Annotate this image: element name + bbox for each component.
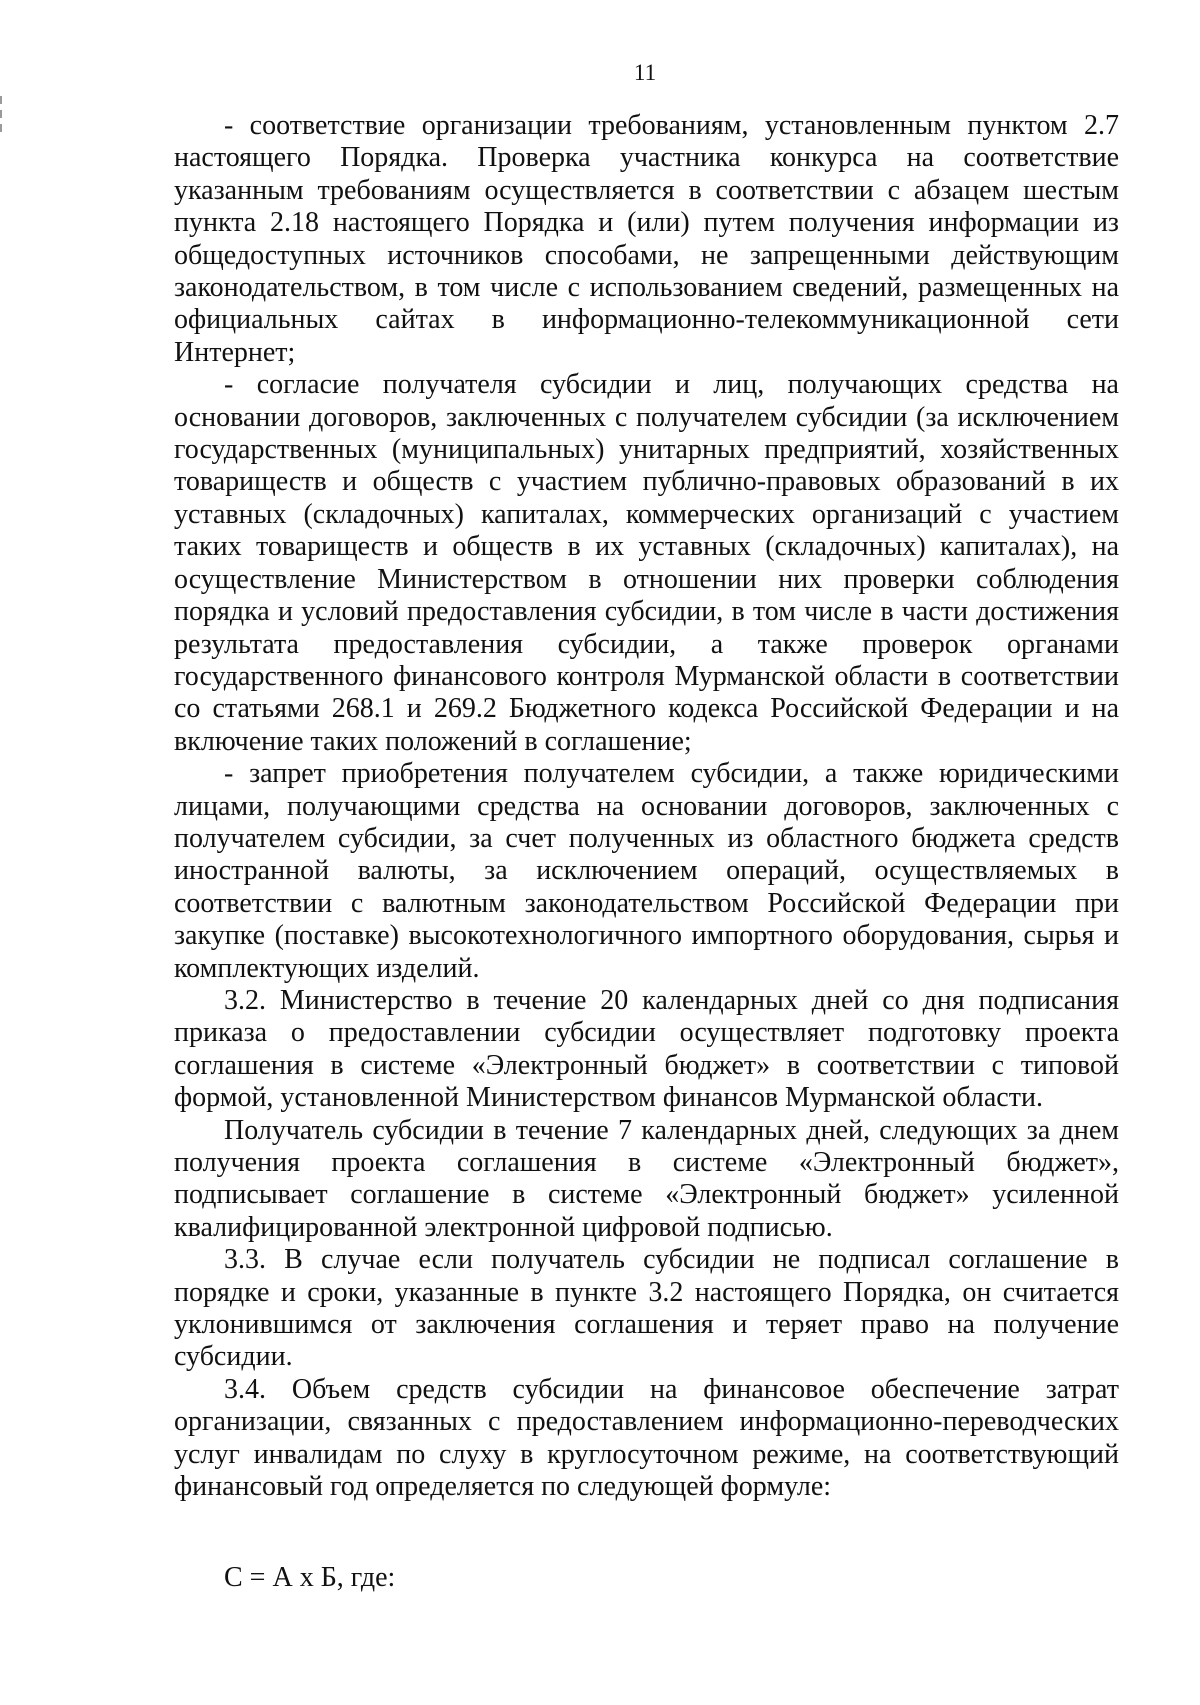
scan-margin-mark	[0, 110, 2, 118]
scan-margin-mark	[0, 124, 2, 132]
paragraph-currency-ban: - запрет приобретения получателем субсидии, а также юридическими лицами, получающими средства на основании договоров, заключенных с получателем субсидии, за счет полученных из областного бюджета средств иностранной валюты, за исключением операций, осуществляемых в соответствии с валютным законодательством Российской Федерации при закупке (поставке) высокотехнологичного импортного оборудования, сырья и комплектующих изделий.	[174, 758, 1119, 984]
page-number: 11	[633, 60, 657, 85]
document-body	[174, 110, 1119, 1503]
paragraph-organization-requirements: - соответствие организации требованиям, установленным пунктом 2.7 настоящего Порядка. Проверка участника конкурса на соответствие указанным требованиям осуществляется в соответствии с абзацем шестым пункта 2.18 настоящего Порядка и (или) путем получения информации из общедоступных источников способами, не запрещенными действующим законодательством, в том числе с использованием сведений, размещенных на официальных сайтах в информационно-телекоммуникационной сети Интернет;	[174, 110, 1119, 368]
paragraph-recipient-consent: - согласие получателя субсидии и лиц, получающих средства на основании договоров, заключенных с получателем субсидии (за исключением государственных (муниципальных) унитарных предприятий, хозяйственных товариществ и обществ с участием публично-правовых образований в их уставных (складочных) капиталах, коммерческих организаций с участием таких товариществ и обществ в их уставных (складочных) капиталах), на осуществление Министерством в отношении них проверки соблюдения порядка и условий предоставления субсидии, в том числе в части достижения результата предоставления субсидии, а также проверок органами государственного финансового контроля Мурманской области в соответствии со статьями 268.1 и 269.2 Бюджетного кодекса Российской Федерации и на включение таких положений в соглашение;	[174, 369, 1119, 757]
paragraph-3-4: 3.4. Объем средств субсидии на финансовое обеспечение затрат организации, связанных с предоставлением информационно-переводческих услуг инвалидам по слуху в круглосуточном режиме, на соответствующий финансовый год определяется по следующей формуле:	[174, 1373, 1119, 1503]
paragraph-recipient-signing: Получатель субсидии в течение 7 календарных дней, следующих за днем получения проекта соглашения в системе «Электронный бюджет», подписывает соглашение в системе «Электронный бюджет» усиленной квалифицированной электронной цифровой подписью.	[174, 1114, 1119, 1243]
paragraph-3-2: 3.2. Министерство в течение 20 календарных дней со дня подписания приказа о предоставлении субсидии осуществляет подготовку проекта соглашения в системе «Электронный бюджет» в соответствии с типовой формой, установленной Министерством финансов Мурманской области.	[174, 984, 1119, 1114]
scan-margin-mark	[0, 96, 2, 104]
paragraph-3-3: 3.3. В случае если получатель субсидии не подписал соглашение в порядке и сроки, указанные в пункте 3.2 настоящего Порядка, он считается уклонившимся от заключения соглашения и теряет право на получение субсидии.	[174, 1244, 1119, 1373]
formula: С = А х Б, где:	[224, 1562, 396, 1593]
